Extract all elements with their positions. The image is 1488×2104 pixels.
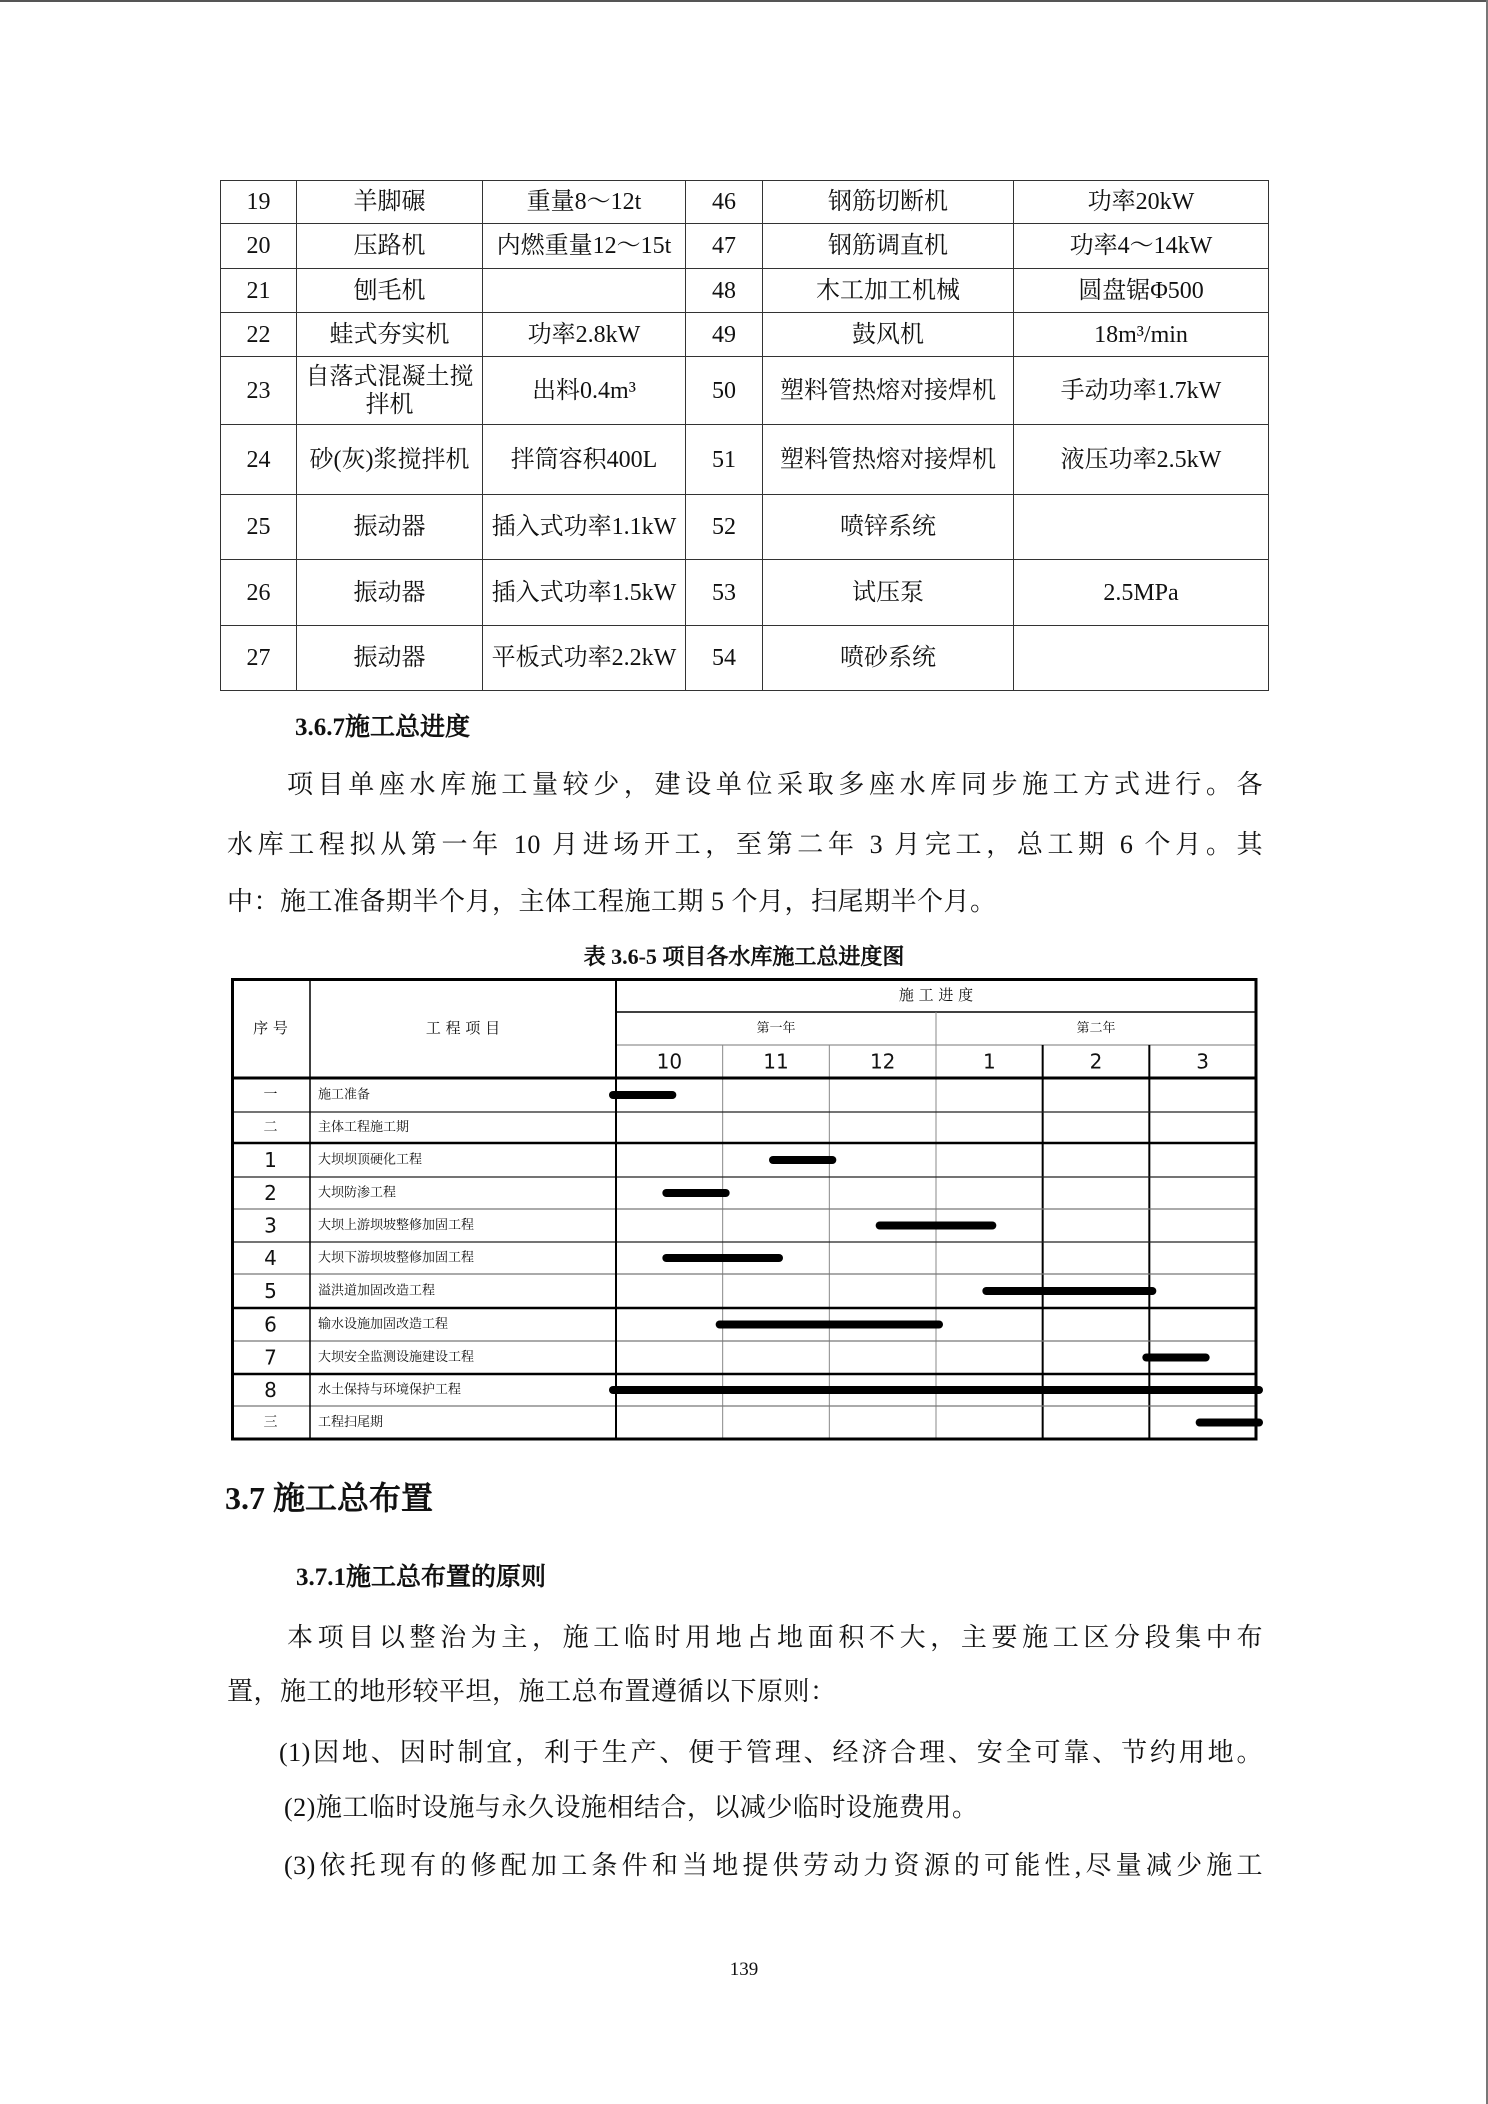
index-left: 20 xyxy=(221,224,297,269)
spec-left: 平板式功率2.2kW xyxy=(483,626,686,691)
equipment-name-right: 鼓风机 xyxy=(763,313,1014,357)
header-year: 第一年 xyxy=(756,1021,796,1036)
task-serial: 6 xyxy=(264,1312,277,1337)
gantt-chart xyxy=(231,978,1263,1442)
task-name: 大坝安全监测设施建设工程 xyxy=(318,1350,475,1365)
principle-item-1: (1)因地、因时制宜，利于生产、便于管理、经济合理、安全可靠、节约用地。 xyxy=(279,1738,1263,1767)
index-right: 47 xyxy=(686,224,763,269)
header-month: 12 xyxy=(869,1049,896,1074)
table-row xyxy=(221,269,1269,313)
equipment-name-right: 钢筋切断机 xyxy=(763,181,1014,224)
page-top-border xyxy=(0,0,1488,2)
task-name: 大坝上游坝坡整修加固工程 xyxy=(318,1218,475,1233)
spec-right: 液压功率2.5kW xyxy=(1014,425,1269,495)
spec-right: 圆盘锯Φ500 xyxy=(1014,269,1269,313)
equipment-name-left: 振动器 xyxy=(297,560,483,626)
index-left: 23 xyxy=(221,357,297,425)
spec-left: 功率2.8kW xyxy=(483,313,686,357)
index-right: 52 xyxy=(686,495,763,560)
task-name: 大坝坝顶硬化工程 xyxy=(318,1152,423,1168)
section-heading-3-7: 3.7 施工总布置 xyxy=(225,1480,434,1516)
equipment-name-left: 自落式混凝土搅拌机 xyxy=(297,357,483,425)
spec-left xyxy=(483,269,686,313)
task-name: 水土保持与环境保护工程 xyxy=(318,1382,462,1398)
equipment-table xyxy=(220,180,1269,691)
page-number: 139 xyxy=(729,1959,759,1980)
index-right: 53 xyxy=(686,560,763,626)
task-name: 溢洪道加固改造工程 xyxy=(318,1283,436,1299)
paragraph-line: 中：施工准备期半个月，主体工程施工期 5 个月，扫尾期半个月。 xyxy=(227,887,997,916)
task-serial: 一 xyxy=(263,1087,278,1103)
table-row xyxy=(221,495,1269,560)
section-heading-3-6-7: 3.6.7施工总进度 xyxy=(295,714,471,741)
table-row xyxy=(221,313,1269,357)
table-caption: 表 3.6-5 项目各水库施工总进度图 xyxy=(583,944,905,969)
task-name: 大坝下游坝坡整修加固工程 xyxy=(318,1250,475,1266)
spec-left: 拌筒容积400L xyxy=(483,425,686,495)
header-month: 2 xyxy=(1089,1049,1103,1074)
paragraph-line: 水库工程拟从第一年 10 月进场开工，至第二年 3 月完工，总工期 6 个月。其 xyxy=(227,830,1263,859)
table-row xyxy=(221,357,1269,425)
header-month: 1 xyxy=(982,1049,996,1074)
equipment-name-right: 钢筋调直机 xyxy=(763,224,1014,269)
table-row xyxy=(221,425,1269,495)
equipment-name-left: 振动器 xyxy=(297,495,483,560)
equipment-name-right: 喷锌系统 xyxy=(763,495,1014,560)
table-row xyxy=(221,560,1269,626)
index-left: 19 xyxy=(221,181,297,224)
index-left: 24 xyxy=(221,425,297,495)
index-left: 27 xyxy=(221,626,297,691)
index-right: 46 xyxy=(686,181,763,224)
index-right: 54 xyxy=(686,626,763,691)
task-serial: 7 xyxy=(264,1345,277,1370)
header-month: 3 xyxy=(1196,1049,1210,1074)
spec-left: 插入式功率1.5kW xyxy=(483,560,686,626)
equipment-name-left: 蛙式夯实机 xyxy=(297,313,483,357)
task-name: 主体工程施工期 xyxy=(318,1120,410,1135)
index-left: 22 xyxy=(221,313,297,357)
section-heading-3-7-1: 3.7.1施工总布置的原则 xyxy=(296,1564,547,1591)
index-right: 50 xyxy=(686,357,763,425)
index-left: 21 xyxy=(221,269,297,313)
equipment-name-left: 振动器 xyxy=(297,626,483,691)
task-serial: 2 xyxy=(264,1181,277,1205)
task-name: 工程扫尾期 xyxy=(318,1415,384,1430)
equipment-name-left: 压路机 xyxy=(297,224,483,269)
task-serial: 三 xyxy=(263,1414,278,1431)
equipment-name-right: 试压泵 xyxy=(763,560,1014,626)
spec-right: 18m³/min xyxy=(1014,313,1269,357)
equipment-name-right: 木工加工机械 xyxy=(763,269,1014,313)
header-item: 工 程 项 目 xyxy=(425,1019,501,1037)
spec-right xyxy=(1014,626,1269,691)
spec-left: 出料0.4m³ xyxy=(483,357,686,425)
task-name: 大坝防渗工程 xyxy=(318,1185,397,1201)
spec-right: 功率4～14kW xyxy=(1014,224,1269,269)
spec-right: 功率20kW xyxy=(1014,181,1269,224)
task-serial: 5 xyxy=(264,1279,277,1303)
task-name: 施工准备 xyxy=(318,1087,371,1103)
principle-item-3: (3)依托现有的修配加工条件和当地提供劳动力资源的可能性,尽量减少施工 xyxy=(284,1851,1263,1880)
header-month: 10 xyxy=(656,1049,683,1074)
header-progress: 施 工 进 度 xyxy=(898,986,974,1004)
equipment-name-left: 刨毛机 xyxy=(297,269,483,313)
paragraph-line: 置，施工的地形较平坦，施工总布置遵循以下原则： xyxy=(227,1677,837,1706)
index-right: 48 xyxy=(686,269,763,313)
task-serial: 1 xyxy=(264,1148,277,1172)
spec-left: 重量8～12t xyxy=(483,181,686,224)
equipment-name-left: 砂(灰)浆搅拌机 xyxy=(297,425,483,495)
index-right: 49 xyxy=(686,313,763,357)
equipment-name-right: 塑料管热熔对接焊机 xyxy=(763,425,1014,495)
principle-item-2: (2)施工临时设施与永久设施相结合，以减少临时设施费用。 xyxy=(284,1793,979,1822)
table-row xyxy=(221,224,1269,269)
task-name: 输水设施加固改造工程 xyxy=(318,1317,449,1332)
spec-right: 手动功率1.7kW xyxy=(1014,357,1269,425)
spec-left: 插入式功率1.1kW xyxy=(483,495,686,560)
paragraph-line: 项目单座水库施工量较少，建设单位采取多座水库同步施工方式进行。各 xyxy=(287,770,1263,799)
task-serial: 3 xyxy=(264,1213,277,1238)
index-left: 26 xyxy=(221,560,297,626)
task-serial: 4 xyxy=(264,1246,277,1270)
paragraph-line: 本项目以整治为主，施工临时用地占地面积不大，主要施工区分段集中布 xyxy=(287,1623,1263,1652)
index-left: 25 xyxy=(221,495,297,560)
header-month: 11 xyxy=(763,1049,789,1074)
spec-left: 内燃重量12～15t xyxy=(483,224,686,269)
index-right: 51 xyxy=(686,425,763,495)
table-row xyxy=(221,626,1269,691)
equipment-name-right: 喷砂系统 xyxy=(763,626,1014,691)
spec-right: 2.5MPa xyxy=(1014,560,1269,626)
table-row xyxy=(221,181,1269,224)
header-year: 第二年 xyxy=(1076,1021,1116,1036)
equipment-name-left: 羊脚碾 xyxy=(297,181,483,224)
equipment-name-right: 塑料管热熔对接焊机 xyxy=(763,357,1014,425)
task-serial: 8 xyxy=(264,1378,277,1402)
task-serial: 二 xyxy=(263,1119,278,1136)
spec-right xyxy=(1014,495,1269,560)
header-serial: 序 号 xyxy=(253,1019,288,1037)
